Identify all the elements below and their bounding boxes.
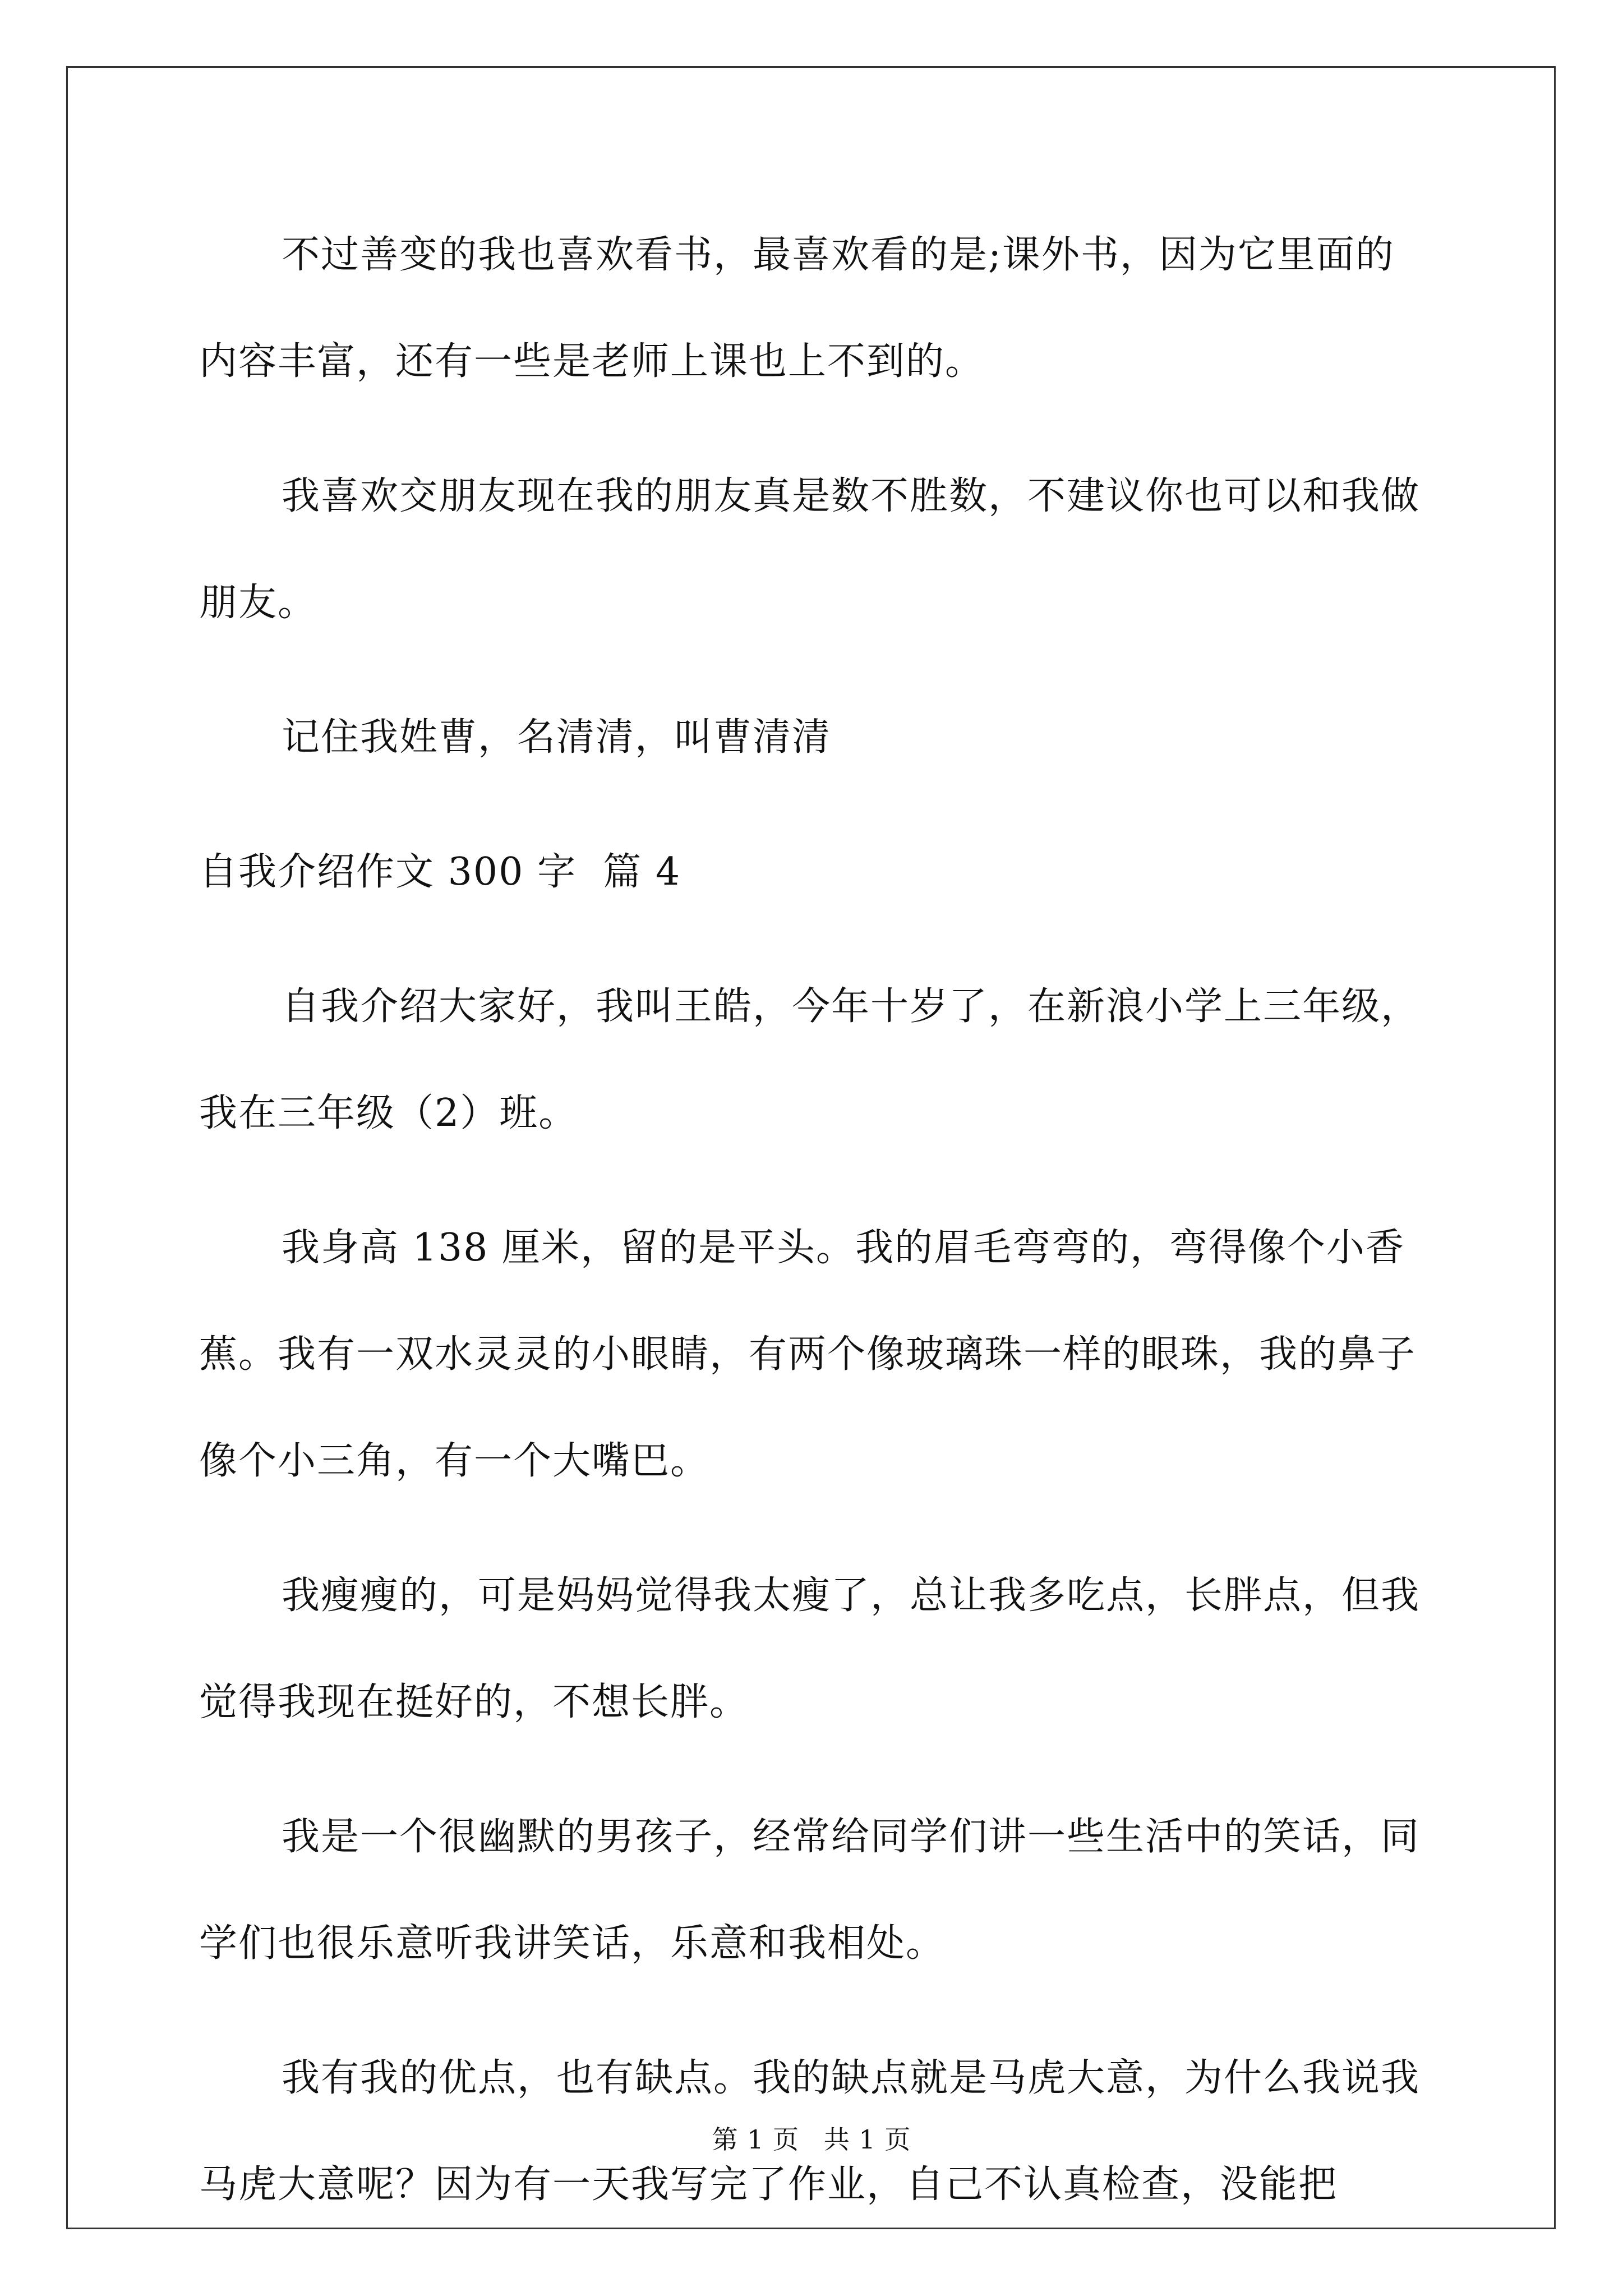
paragraph: 我有我的优点，也有缺点。我的缺点就是马虎大意，为什么我说我马虎大意呢？因为有一天我写完了作业，自己不认真检查，没能把 <box>199 2056 1421 2207</box>
paragraph: 不过善变的我也喜欢看书，最喜欢看的是;课外书，因为它里面的内容丰富，还有一些是老师上课也上不到的。 <box>199 233 1395 384</box>
paragraph: 我是一个很幽默的男孩子，经常给同学们讲一些生活中的笑话，同学们也很乐意听我讲笑话，乐意和我相处。 <box>199 1815 1421 1966</box>
section-title: 自我介绍作文 300 字 篇 4 <box>199 850 681 894</box>
paragraph: 我身高 138 厘米，留的是平头。我的眉毛弯弯的，弯得像个小香蕉。我有一双水灵灵的小眼睛，有两个像玻璃珠一样的眼珠，我的鼻子像个小三角，有一个大嘴巴。 <box>199 1226 1417 1483</box>
page-number: 第 1 页 <box>712 2124 800 2155</box>
paragraph: 记住我姓曹，名清清，叫曹清清 <box>282 715 832 760</box>
page-total: 共 1 页 <box>823 2124 911 2155</box>
paragraph: 我喜欢交朋友现在我的朋友真是数不胜数，不建议你也可以和我做朋友。 <box>199 474 1421 625</box>
page-footer <box>0 2119 1623 2156</box>
paragraph: 自我介绍大家好，我叫王皓，今年十岁了，在新浪小学上三年级，我在三年级（2）班。 <box>199 984 1421 1135</box>
document-body <box>199 202 1427 2266</box>
paragraph: 我瘦瘦的，可是妈妈觉得我太瘦了，总让我多吃点，长胖点，但我觉得我现在挺好的，不想长胖。 <box>199 1573 1421 1724</box>
